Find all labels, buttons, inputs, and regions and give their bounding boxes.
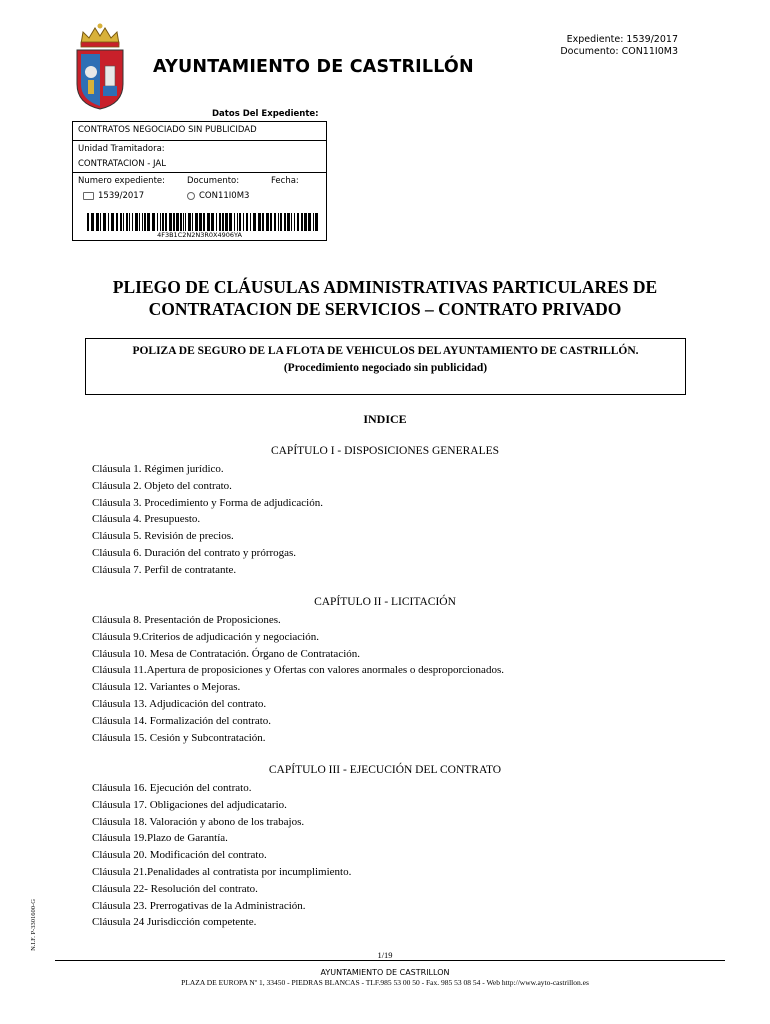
clause-item: Cláusula 20. Modificación del contrato. — [92, 849, 267, 862]
barcode-bar — [120, 213, 122, 231]
document-title-line2: CONTRATACION DE SERVICIOS – CONTRATO PRIVADO — [148, 299, 622, 319]
barcode-bar — [250, 213, 251, 231]
barcode-bar — [180, 213, 182, 231]
folder-icon — [83, 192, 94, 200]
barcode-bar — [270, 213, 272, 231]
clause-item: Cláusula 17. Obligaciones del adjudicatario. — [92, 798, 287, 811]
barcode-bar — [315, 213, 318, 231]
barcode-bar — [111, 213, 114, 231]
contract-type: CONTRATOS NEGOCIADO SIN PUBLICIDAD — [73, 124, 326, 141]
barcode-bar — [222, 213, 224, 231]
barcode-bar — [294, 213, 295, 231]
clause-item: Cláusula 1. Régimen jurídico. — [92, 463, 224, 475]
clause-item: Cláusula 10. Mesa de Contratación. Órgano de Contratación. — [92, 647, 361, 660]
clause-item: Cláusula 7. Perfil de contratante. — [92, 563, 237, 576]
clause-item: Cláusula 16. Ejecución del contrato. — [92, 782, 252, 794]
clause-item: Cláusula 19.Plazo de Garantía. — [92, 832, 228, 845]
barcode-bar — [147, 213, 150, 231]
barcode-bar — [243, 213, 244, 231]
unidad-value: CONTRATACION - JAL — [73, 158, 326, 173]
contract-subject: POLIZA DE SEGURO DE LA FLOTA DE VEHICULOS DEL AYUNTAMIENTO DE CASTRILLÓN. — [132, 345, 639, 357]
barcode-bar — [287, 213, 290, 231]
barcode-bar — [225, 213, 228, 231]
barcode-bar — [274, 213, 276, 231]
chapter-1-title: CAPÍTULO I - DISPOSICIONES GENERALES — [270, 445, 500, 457]
barcode-bar — [91, 213, 94, 231]
nif-text: N.I.F. P-3301600-G — [30, 899, 37, 951]
clause-item: Cláusula 5. Revisión de precios. — [92, 530, 234, 543]
barcode-bar — [139, 213, 140, 231]
organization-title: AYUNTAMIENTO DE CASTRILLÓN — [153, 57, 474, 77]
document-title-line1: PLIEGO DE CLÁUSULAS ADMINISTRATIVAS PARTICULARES DE — [112, 277, 658, 297]
documento-value: CON11I0M3 — [199, 191, 250, 201]
barcode-bar — [152, 213, 155, 231]
fecha-label: Fecha: — [271, 176, 299, 186]
barcode-bar — [173, 213, 175, 231]
barcode-bar — [195, 213, 198, 231]
clause-item: Cláusula 21.Penalidades al contratista por incumplimiento. — [92, 865, 352, 878]
clause-item: Cláusula 18. Valoración y abono de los trabajos. — [92, 815, 305, 828]
procedure-type: (Procedimiento negociado sin publicidad) — [283, 362, 488, 374]
clause-item: Cláusula 11.Apertura de proposiciones y Ofertas con valores anormales o desproporcionados. — [92, 664, 504, 677]
clause-item: Cláusula 24 Jurisdicción competente. — [92, 916, 257, 929]
barcode-bar — [87, 213, 89, 231]
barcode-bar — [229, 213, 232, 231]
barcode-bar — [162, 213, 164, 231]
clause-item: Cláusula 12. Variantes o Mejoras. — [92, 681, 241, 694]
barcode-bar — [129, 213, 130, 231]
clause-item: Cláusula 4. Presupuesto. — [92, 513, 201, 526]
chapter-3-clauses — [92, 780, 351, 931]
footer-organization: AYUNTAMIENTO DE CASTRILLON — [320, 968, 450, 977]
chapter-1-clauses — [92, 461, 323, 579]
barcode-bar — [308, 213, 311, 231]
barcode-bar — [169, 213, 172, 231]
contract-subject-box — [85, 338, 686, 395]
barcode-bar — [188, 213, 191, 231]
expediente-labels-row — [73, 175, 326, 188]
clause-item: Cláusula 15. Cesión y Subcontratación. — [92, 731, 266, 744]
barcode-bar — [266, 213, 269, 231]
barcode-bar — [100, 213, 101, 231]
barcode-bar — [142, 213, 143, 231]
unidad-label: Unidad Tramitadora: — [78, 144, 165, 154]
barcode-bar — [234, 213, 235, 231]
clause-item: Cláusula 9.Criterios de adjudicación y negociación. — [92, 630, 319, 643]
barcode-bar — [216, 213, 217, 231]
barcode-bar — [132, 213, 133, 231]
clause-item: Cláusula 6. Duración del contrato y prórrogas. — [92, 546, 297, 559]
barcode-bar — [262, 213, 264, 231]
crown-icon — [81, 24, 119, 48]
barcode-bar — [144, 213, 146, 231]
footer-divider — [55, 960, 725, 961]
barcode-bar — [203, 213, 205, 231]
footer-address: PLAZA DE EUROPA Nº 1, 33450 - PIEDRAS BLANCAS - TLF.985 53 00 50 - Fax. 985 53 08 54 - Web http://www.ayto-castrillon.es — [181, 978, 589, 987]
barcode-bar — [192, 213, 193, 231]
barcode-bar — [185, 213, 186, 231]
barcode-bar — [278, 213, 279, 231]
barcode-bar — [239, 213, 241, 231]
documento-label: Documento: — [187, 176, 240, 186]
barcode-bar — [123, 213, 124, 231]
barcode-bar — [157, 213, 158, 231]
index-heading: INDICE — [363, 412, 407, 426]
barcode-bar — [280, 213, 282, 231]
barcode-bar — [313, 213, 314, 231]
barcode-text: 4F3B1C2N2N3R0X4906YA — [157, 231, 242, 239]
clause-item: Cláusula 14. Formalización del contrato. — [92, 714, 272, 727]
datos-expediente-label: Datos Del Expediente: — [212, 109, 319, 119]
barcode-bar — [301, 213, 303, 231]
barcode-bar — [165, 213, 167, 231]
chapter-3-title: CAPÍTULO III - EJECUCIÓN DEL CONTRATO — [268, 764, 502, 776]
chapter-2-clauses — [92, 612, 504, 746]
clause-item: Cláusula 22- Resolución del contrato. — [92, 882, 258, 895]
barcode-bar — [219, 213, 221, 231]
barcode-bar — [237, 213, 238, 231]
barcode-bar — [284, 213, 286, 231]
chapter-2-title: CAPÍTULO II - LICITACIÓN — [314, 596, 456, 608]
barcode-bar — [246, 213, 248, 231]
document-icon — [187, 192, 195, 200]
documento-value-wrap — [187, 190, 249, 203]
barcode — [87, 213, 319, 231]
barcode-bar — [207, 213, 210, 231]
barcode-bar — [304, 213, 307, 231]
document-title — [60, 276, 710, 320]
expediente-header — [560, 34, 678, 58]
barcode-bar — [108, 213, 109, 231]
barcode-bar — [183, 213, 184, 231]
barcode-bar — [126, 213, 128, 231]
barcode-bar — [291, 213, 292, 231]
page-number: 1/19 — [377, 950, 393, 960]
expediente-line: Expediente: 1539/2017 — [566, 34, 678, 45]
expediente-values-row — [73, 190, 326, 203]
documento-line: Documento: CON11I0M3 — [560, 46, 678, 57]
clause-item: Cláusula 3. Procedimiento y Forma de adjudicación. — [92, 496, 323, 509]
barcode-bar — [199, 213, 202, 231]
barcode-bar — [135, 213, 138, 231]
barcode-bar — [297, 213, 299, 231]
clause-item: Cláusula 23. Prerrogativas de la Administración. — [92, 899, 306, 912]
numero-expediente-value: 1539/2017 — [98, 191, 145, 201]
expediente-data-box — [72, 121, 327, 241]
coat-of-arms-logo — [73, 22, 127, 110]
barcode-bar — [253, 213, 256, 231]
barcode-bar — [176, 213, 179, 231]
numero-expediente-label: Numero expediente: — [78, 176, 166, 186]
barcode-bar — [103, 213, 106, 231]
clause-item: Cláusula 2. Objeto del contrato. — [92, 479, 232, 492]
barcode-bar — [211, 213, 214, 231]
barcode-bar — [258, 213, 261, 231]
barcode-bar — [160, 213, 161, 231]
clause-item: Cláusula 8. Presentación de Proposiciones. — [92, 614, 281, 626]
barcode-bar — [116, 213, 118, 231]
barcode-bar — [96, 213, 99, 231]
clause-item: Cláusula 13. Adjudicación del contrato. — [92, 697, 267, 710]
